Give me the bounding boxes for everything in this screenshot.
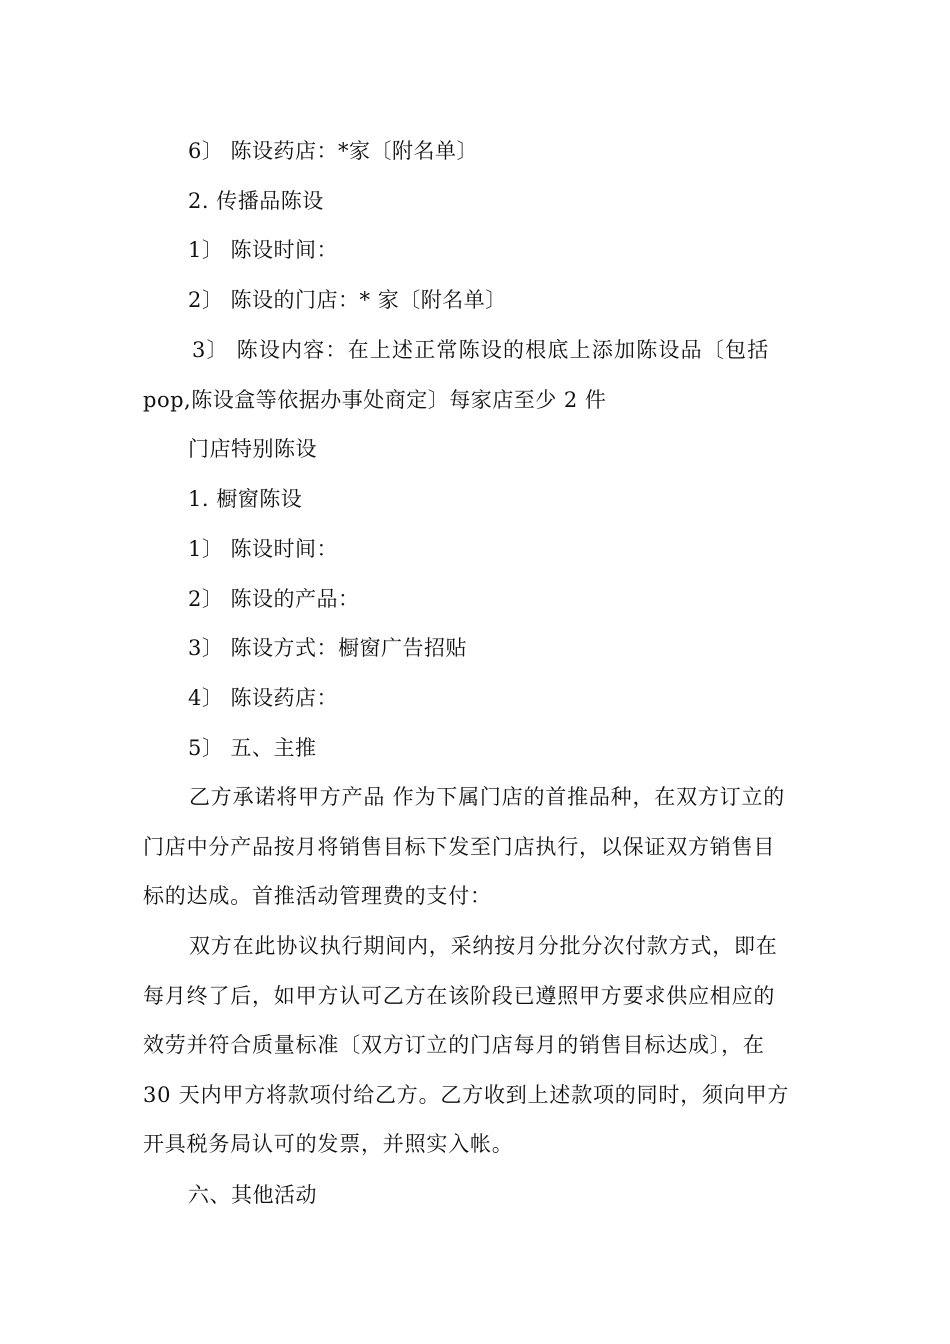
list-item: 1〕 陈设时间：	[188, 238, 339, 262]
paragraph-line: 30 天内甲方将款项付给乙方。乙方收到上述款项的同时，须向甲方	[143, 1082, 790, 1107]
paragraph-line: 每月终了后，如甲方认可乙方在该阶段已遵照甲方要求供应相应的	[143, 983, 776, 1008]
paragraph-line: 乙方承诺将甲方产品 作为下属门店的首推品种，在双方订立的	[189, 785, 786, 809]
section-heading: 六、其他活动	[188, 1183, 317, 1207]
list-item: 2〕 陈设的门店：* 家〔附名单〕	[188, 288, 507, 312]
list-item-continuation: pop,陈设盒等依据办事处商定〕每家店至少 2 件	[143, 388, 607, 412]
paragraph-line: 标的达成。首推活动管理费的支付：	[143, 884, 492, 908]
paragraph-main-push	[143, 773, 808, 922]
paragraph-line: 双方在此协议执行期间内，采纳按月分批分次付款方式，即在	[189, 934, 778, 958]
list-item: 1〕 陈设时间：	[188, 537, 339, 561]
list-item: 2〕 陈设的产品：	[188, 587, 360, 611]
list-item: 5〕 五、主推	[188, 736, 317, 760]
paragraph-line: 开具税务局认可的发票，并照实入帐。	[143, 1132, 514, 1156]
list-item: 6〕 陈设药店：*家〔附名单〕	[188, 139, 479, 163]
list-item: 3〕 陈设内容：在上述正常陈设的根底上添加陈设品〔包括	[192, 338, 770, 362]
paragraph-line: 效劳并符合质量标准〔双方订立的门店每月的销售目标达成〕，在	[143, 1033, 765, 1057]
section-heading: 门店特别陈设	[188, 437, 317, 461]
paragraph-payment	[143, 922, 808, 1170]
section-heading: 1. 橱窗陈设	[188, 487, 303, 511]
list-item: 3〕 陈设方式：橱窗广告招贴	[188, 636, 468, 660]
section-heading: 2. 传播品陈设	[188, 189, 324, 213]
list-item: 4〕 陈设药店：	[188, 686, 339, 710]
paragraph-line: 门店中分产品按月将销售目标下发至门店执行，以保证双方销售目	[143, 834, 776, 859]
